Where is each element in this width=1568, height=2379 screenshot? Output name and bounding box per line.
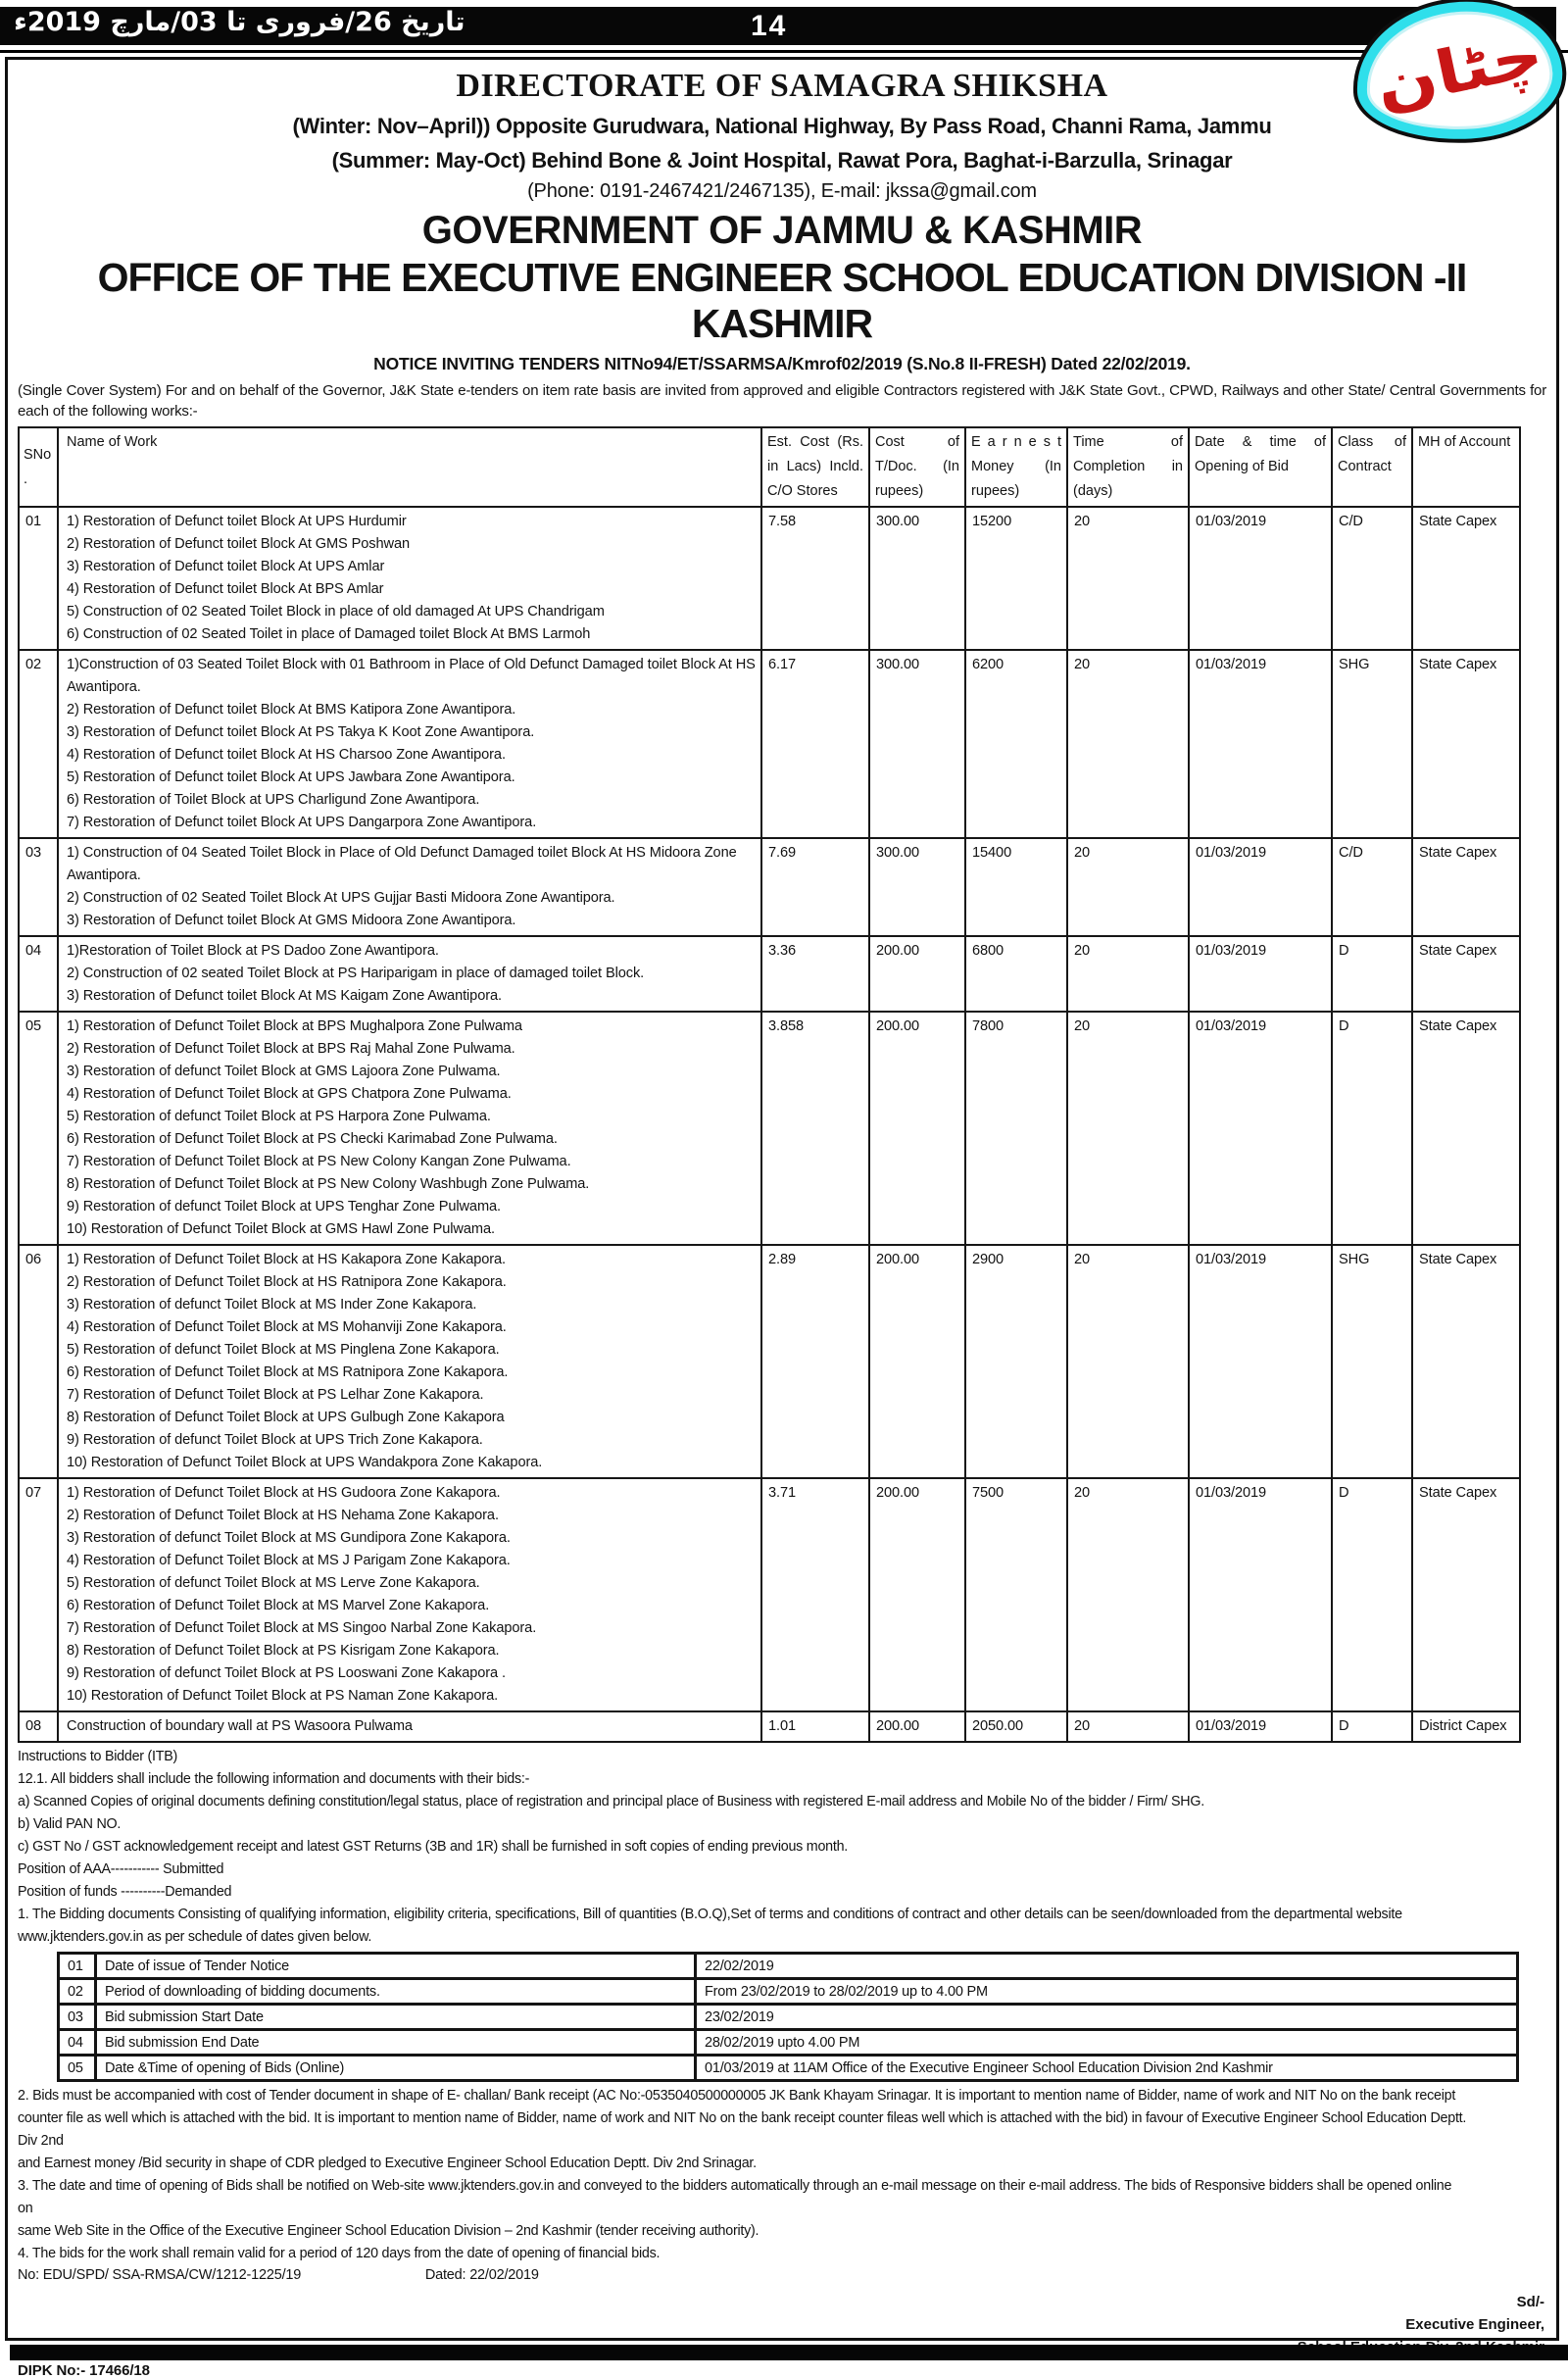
work-item-line: 6) Construction of 02 Seated Toilet in place of Damaged toilet Block At BMS Larmoh <box>67 626 591 642</box>
masthead-date-text: تاریخ 26/فروری تا 03/مارچ 2019ء <box>14 7 466 37</box>
works-row-sno: 07 <box>19 1478 58 1711</box>
works-row-earnest-money: 15200 <box>965 507 1067 650</box>
work-item-line: 8) Restoration of Defunct Toilet Block at PS Kisrigam Zone Kakapora. <box>67 1643 500 1659</box>
address-summer: (Summer: May-Oct) Behind Bone & Joint Hospital, Rawat Pora, Baghat-i-Barzulla, Srinagar <box>331 148 1233 173</box>
itb-line: a) Scanned Copies of original documents defining constitution/legal status, place of registration and principal place of Business with registered E-mail address and Mobile No of the bidder / Firm/ SHG. <box>18 1794 1204 1809</box>
works-row-completion-days: 20 <box>1067 1012 1189 1245</box>
work-item-line: 1) Construction of 04 Seated Toilet Block in Place of Old Defunct Damaged toilet Block At HS Midoora Zone Awantipora. <box>67 845 737 883</box>
works-row-mh-account: State Capex <box>1412 507 1520 650</box>
works-row <box>19 1012 1520 1245</box>
col-header-date-of-opening: Date & time of Opening of Bid <box>1189 427 1332 507</box>
work-item-line: 1)Construction of 03 Seated Toilet Block with 01 Bathroom in Place of Old Defunct Damaged toilet Block At HS Awantipora. <box>67 657 756 695</box>
works-header-row <box>19 427 1520 507</box>
works-row-opening-date: 01/03/2019 <box>1189 936 1332 1012</box>
work-item-line: 2) Restoration of Defunct toilet Block At GMS Poshwan <box>67 536 410 552</box>
works-row-sno: 02 <box>19 650 58 838</box>
works-row <box>19 838 1520 936</box>
note-line: 4. The bids for the work shall remain valid for a period of 120 days from the date of opening of financial bids. <box>18 2246 661 2261</box>
col-header-cost-of-tdoc: Cost of T/Doc. (In rupees) <box>869 427 965 507</box>
works-row-contract-class: D <box>1332 936 1412 1012</box>
works-row-opening-date: 01/03/2019 <box>1189 1478 1332 1711</box>
col-header-est-cost: Est. Cost (Rs. in Lacs) Incld. C/O Stores <box>761 427 869 507</box>
schedule-row-label: Period of downloading of bidding documents. <box>96 1979 696 2005</box>
schedule-tbody <box>59 1954 1518 2081</box>
works-row-opening-date: 01/03/2019 <box>1189 1711 1332 1742</box>
works-row-est-cost: 1.01 <box>761 1711 869 1742</box>
office-title: OFFICE OF THE EXECUTIVE ENGINEER SCHOOL EDUCATION DIVISION -II KASHMIR <box>97 255 1467 346</box>
work-item-line: 5) Construction of 02 Seated Toilet Block in place of old damaged At UPS Chandrigam <box>67 604 605 620</box>
work-item-line: 1) Restoration of Defunct Toilet Block at BPS Mughalpora Zone Pulwama <box>67 1018 522 1034</box>
work-item-line: 4) Restoration of Defunct Toilet Block at GPS Chatpora Zone Pulwama. <box>67 1086 512 1102</box>
schedule-row-label: Bid submission End Date <box>96 2030 696 2056</box>
work-item-line: 10) Restoration of Defunct Toilet Block at GMS Hawl Zone Pulwama. <box>67 1221 495 1237</box>
schedule-row-no: 05 <box>59 2056 96 2081</box>
schedule-row-value: 01/03/2019 at 11AM Office of the Executive Engineer School Education Division 2nd Kashmir <box>696 2056 1518 2081</box>
itb-line: Position of AAA----------- Submitted <box>18 1861 224 1877</box>
schedule-intro-line2: www.jktenders.gov.in as per schedule of dates given below. <box>18 1929 372 1945</box>
newspaper-logo <box>1352 0 1566 151</box>
col-header-time-of-completion: Time of Completion in (days) <box>1067 427 1189 507</box>
work-item-line: 3) Restoration of Defunct toilet Block At GMS Midoora Zone Awantipora. <box>67 913 516 928</box>
works-row-tender-doc-cost: 200.00 <box>869 936 965 1012</box>
schedule-row <box>59 2056 1518 2081</box>
works-row-name <box>58 507 761 650</box>
intro-paragraph: (Single Cover System) For and on behalf of the Governor, J&K State e-tenders on item rate basis are invited from approved and eligible Contractors registered with J&K State Govt., CPWD, Railways and other State/ Central Governments for each of the following works:- <box>18 382 1546 420</box>
work-item-line: 5) Restoration of Defunct toilet Block At UPS Jawbara Zone Awantipora. <box>67 769 515 785</box>
work-item-line: 8) Restoration of Defunct Toilet Block at UPS Gulbugh Zone Kakapora <box>67 1410 505 1425</box>
works-row-contract-class: D <box>1332 1711 1412 1742</box>
work-item-line: 4) Restoration of Defunct toilet Block At BPS Amlar <box>67 581 384 597</box>
works-row-sno: 04 <box>19 936 58 1012</box>
note-line: same Web Site in the Office of the Executive Engineer School Education Division – 2nd Kashmir (tender receiving authority). <box>18 2223 760 2239</box>
works-row-sno: 03 <box>19 838 58 936</box>
schedule-row-value: 22/02/2019 <box>696 1954 1518 1979</box>
work-item-line: 4) Restoration of Defunct Toilet Block at MS Mohanviji Zone Kakapora. <box>67 1319 507 1335</box>
work-item-line: 4) Restoration of Defunct Toilet Block at MS J Parigam Zone Kakapora. <box>67 1553 511 1568</box>
works-row <box>19 936 1520 1012</box>
works-row-sno: 01 <box>19 507 58 650</box>
schedule-row-no: 01 <box>59 1954 96 1979</box>
works-row-sno: 06 <box>19 1245 58 1478</box>
schedule-row <box>59 1979 1518 2005</box>
work-item-line: 7) Restoration of Defunct Toilet Block at PS Lelhar Zone Kakapora. <box>67 1387 484 1403</box>
work-item-line: 6) Restoration of Defunct Toilet Block at MS Marvel Zone Kakapora. <box>67 1598 490 1613</box>
col-header-class-of-contract: Class of Contract <box>1332 427 1412 507</box>
contact-line: (Phone: 0191-2467421/2467135), E-mail: jkssa@gmail.com <box>527 180 1037 202</box>
notes-section <box>18 2085 1546 2265</box>
col-header-earnest-money: E a r n e s t Money (In rupees) <box>965 427 1067 507</box>
work-item-line: 8) Restoration of Defunct Toilet Block at PS New Colony Washbugh Zone Pulwama. <box>67 1176 590 1192</box>
works-row-completion-days: 20 <box>1067 1478 1189 1711</box>
works-row-completion-days: 20 <box>1067 507 1189 650</box>
works-row-earnest-money: 2050.00 <box>965 1711 1067 1742</box>
work-item-line: 7) Restoration of Defunct toilet Block At UPS Dangarpora Zone Awantipora. <box>67 815 537 830</box>
work-item-line: 1) Restoration of Defunct toilet Block At UPS Hurdumir <box>67 514 407 529</box>
note-line: and Earnest money /Bid security in shape of CDR pledged to Executive Engineer School Education Deptt. Div 2nd Srinagar. <box>18 2156 757 2171</box>
schedule-row-value: From 23/02/2019 to 28/02/2019 up to 4.00 PM <box>696 1979 1518 2005</box>
work-item-line: 2) Construction of 02 Seated Toilet Block At UPS Gujjar Basti Midoora Zone Awantipora. <box>67 890 615 906</box>
works-row-name <box>58 1245 761 1478</box>
itb-title: Instructions to Bidder (ITB) <box>18 1749 178 1764</box>
works-row-est-cost: 3.36 <box>761 936 869 1012</box>
itb-line: 12.1. All bidders shall include the following information and documents with their bids:- <box>18 1771 530 1787</box>
work-item-line: 2) Restoration of Defunct toilet Block At BMS Katipora Zone Awantipora. <box>67 702 516 718</box>
work-item-line: 6) Restoration of Toilet Block at UPS Charligund Zone Awantipora. <box>67 792 480 808</box>
works-row <box>19 1245 1520 1478</box>
nit-reference-line: NOTICE INVITING TENDERS NITNo94/ET/SSARMSA/Kmrof02/2019 (S.No.8 II-FRESH) Dated 22/02/2019. <box>373 354 1191 373</box>
work-item-line: 9) Restoration of defunct Toilet Block at UPS Trich Zone Kakapora. <box>67 1432 483 1448</box>
works-row-tender-doc-cost: 300.00 <box>869 650 965 838</box>
works-row-contract-class: SHG <box>1332 1245 1412 1478</box>
works-row-completion-days: 20 <box>1067 650 1189 838</box>
work-item-line: 10) Restoration of Defunct Toilet Block at UPS Wandakpora Zone Kakapora. <box>67 1455 543 1470</box>
works-row-tender-doc-cost: 200.00 <box>869 1245 965 1478</box>
work-item-line: 5) Restoration of defunct Toilet Block at MS Pinglena Zone Kakapora. <box>67 1342 500 1358</box>
works-row-mh-account: State Capex <box>1412 936 1520 1012</box>
works-row-earnest-money: 15400 <box>965 838 1067 936</box>
work-item-line: 9) Restoration of defunct Toilet Block at PS Looswani Zone Kakapora . <box>67 1665 506 1681</box>
address-winter: (Winter: Nov–April)) Opposite Gurudwara, National Highway, By Pass Road, Channi Rama, Jammu <box>292 114 1272 138</box>
works-row <box>19 1711 1520 1742</box>
works-row-name <box>58 1478 761 1711</box>
work-item-line: 3) Restoration of Defunct toilet Block At PS Takya K Koot Zone Awantipora. <box>67 724 535 740</box>
works-row-opening-date: 01/03/2019 <box>1189 838 1332 936</box>
works-row-earnest-money: 6800 <box>965 936 1067 1012</box>
works-row-name <box>58 936 761 1012</box>
work-item-line: 9) Restoration of defunct Toilet Block at UPS Tenghar Zone Pulwama. <box>67 1199 501 1214</box>
works-row-est-cost: 7.69 <box>761 838 869 936</box>
signature-sd: Sd/- <box>1516 2294 1544 2310</box>
works-row-mh-account: State Capex <box>1412 838 1520 936</box>
tender-notice-frame <box>5 57 1559 2379</box>
top-divider-rule <box>0 50 1568 53</box>
col-header-name-of-work: Name of Work <box>58 427 761 507</box>
directorate-title: DIRECTORATE OF SAMAGRA SHIKSHA <box>456 68 1108 104</box>
work-item-line: 3) Restoration of defunct Toilet Block at MS Inder Zone Kakapora. <box>67 1297 477 1313</box>
schedule-row <box>59 2005 1518 2030</box>
works-table <box>18 426 1521 1743</box>
work-item-line: 5) Restoration of defunct Toilet Block at MS Lerve Zone Kakapora. <box>67 1575 480 1591</box>
note-line: 3. The date and time of opening of Bids shall be notified on Web-site www.jktenders.gov.in and conveyed to the bidders automatically through an e-mail message on their e-mail address. The bids of Responsive bidders shall be opened online <box>18 2178 1452 2194</box>
works-row-completion-days: 20 <box>1067 1245 1189 1478</box>
works-row-mh-account: State Capex <box>1412 1478 1520 1711</box>
government-title: GOVERNMENT OF JAMMU & KASHMIR <box>421 209 1143 252</box>
itb-lines <box>18 1768 1546 1904</box>
works-row <box>19 507 1520 650</box>
itb-section <box>18 1746 1546 1904</box>
works-row <box>19 1478 1520 1711</box>
works-tbody <box>19 507 1520 1742</box>
works-row-tender-doc-cost: 300.00 <box>869 838 965 936</box>
work-item-line: 2) Restoration of Defunct Toilet Block at BPS Raj Mahal Zone Pulwama. <box>67 1041 515 1057</box>
itb-line: c) GST No / GST acknowledgement receipt and latest GST Returns (3B and 1R) shall be furnished in soft copies of ending previous month. <box>18 1839 849 1855</box>
schedule-row-no: 03 <box>59 2005 96 2030</box>
works-row-est-cost: 2.89 <box>761 1245 869 1478</box>
reference-line <box>18 2267 1546 2283</box>
note-line: on <box>18 2201 33 2216</box>
works-row-name <box>58 1012 761 1245</box>
works-row-sno: 08 <box>19 1711 58 1742</box>
works-row-est-cost: 6.17 <box>761 650 869 838</box>
works-row-mh-account: District Capex <box>1412 1711 1520 1742</box>
works-row-mh-account: State Capex <box>1412 650 1520 838</box>
newspaper-logo-blob <box>1352 0 1565 144</box>
schedule-row-value: 23/02/2019 <box>696 2005 1518 2030</box>
note-line: counter file as well which is attached with the bid. It is important to mention name of Bidder, name of work and NIT No on the bank receipt counter fileas well which is attached with the bid) in favour of Executive Engineer School Education Deptt. <box>18 2110 1467 2126</box>
works-row-est-cost: 3.858 <box>761 1012 869 1245</box>
works-row-contract-class: D <box>1332 1012 1412 1245</box>
masthead-strip <box>0 7 1556 45</box>
itb-line: Position of funds ----------Demanded <box>18 1884 232 1900</box>
work-item-line: 1) Restoration of Defunct Toilet Block at HS Kakapora Zone Kakapora. <box>67 1252 507 1267</box>
schedule-row-label: Date of issue of Tender Notice <box>96 1954 696 1979</box>
schedule-row-no: 02 <box>59 1979 96 2005</box>
works-row-est-cost: 3.71 <box>761 1478 869 1711</box>
works-row-name <box>58 650 761 838</box>
schedule-row <box>59 1954 1518 1979</box>
works-row-tender-doc-cost: 200.00 <box>869 1711 965 1742</box>
works-row-mh-account: State Capex <box>1412 1012 1520 1245</box>
works-row-tender-doc-cost: 200.00 <box>869 1012 965 1245</box>
works-row-tender-doc-cost: 300.00 <box>869 507 965 650</box>
work-item-line: 6) Restoration of Defunct Toilet Block at MS Ratnipora Zone Kakapora. <box>67 1364 509 1380</box>
dipk-number: DIPK No:- 17466/18 <box>18 2362 150 2379</box>
work-item-line: 6) Restoration of Defunct Toilet Block at PS Checki Karimabad Zone Pulwama. <box>67 1131 558 1147</box>
work-item-line: 7) Restoration of Defunct Toilet Block at MS Singoo Narbal Zone Kakapora. <box>67 1620 537 1636</box>
work-item-line: 10) Restoration of Defunct Toilet Block at PS Naman Zone Kakapora. <box>67 1688 499 1704</box>
work-item-line: 1) Restoration of Defunct Toilet Block at HS Gudoora Zone Kakapora. <box>67 1485 501 1501</box>
works-row-sno: 05 <box>19 1012 58 1245</box>
works-row-earnest-money: 6200 <box>965 650 1067 838</box>
works-row-completion-days: 20 <box>1067 936 1189 1012</box>
schedule-table <box>57 1952 1519 2082</box>
works-row-opening-date: 01/03/2019 <box>1189 507 1332 650</box>
work-item-line: 4) Restoration of Defunct toilet Block At HS Charsoo Zone Awantipora. <box>67 747 506 763</box>
work-item-line: 3) Restoration of defunct Toilet Block at MS Gundipora Zone Kakapora. <box>67 1530 511 1546</box>
works-row-earnest-money: 7800 <box>965 1012 1067 1245</box>
works-row-contract-class: C/D <box>1332 507 1412 650</box>
works-row-name <box>58 1711 761 1742</box>
works-row-opening-date: 01/03/2019 <box>1189 1245 1332 1478</box>
work-item-line: Construction of boundary wall at PS Wasoora Pulwama <box>67 1718 413 1734</box>
works-row-completion-days: 20 <box>1067 1711 1189 1742</box>
schedule-row-value: 28/02/2019 upto 4.00 PM <box>696 2030 1518 2056</box>
work-item-line: 2) Construction of 02 seated Toilet Block at PS Hariparigam in place of damaged toilet Block. <box>67 966 645 981</box>
works-row-opening-date: 01/03/2019 <box>1189 1012 1332 1245</box>
works-row-completion-days: 20 <box>1067 838 1189 936</box>
col-header-mh-of-account: MH of Account <box>1412 427 1520 507</box>
works-row-opening-date: 01/03/2019 <box>1189 650 1332 838</box>
itb-line: b) Valid PAN NO. <box>18 1816 122 1832</box>
works-row-earnest-money: 7500 <box>965 1478 1067 1711</box>
works-row-contract-class: SHG <box>1332 650 1412 838</box>
works-row-contract-class: C/D <box>1332 838 1412 936</box>
works-row-contract-class: D <box>1332 1478 1412 1711</box>
work-item-line: 3) Restoration of Defunct toilet Block At MS Kaigam Zone Awantipora. <box>67 988 502 1004</box>
work-item-line: 3) Restoration of Defunct toilet Block At UPS Amlar <box>67 559 385 574</box>
works-row-earnest-money: 2900 <box>965 1245 1067 1478</box>
work-item-line: 1)Restoration of Toilet Block at PS Dadoo Zone Awantipora. <box>67 943 439 959</box>
works-row-est-cost: 7.58 <box>761 507 869 650</box>
reference-dated: Dated: 22/02/2019 <box>424 2267 539 2283</box>
col-header-sno: SNo. <box>19 427 58 507</box>
work-item-line: 5) Restoration of defunct Toilet Block at PS Harpora Zone Pulwama. <box>67 1109 491 1124</box>
schedule-row-label: Date &Time of opening of Bids (Online) <box>96 2056 696 2081</box>
work-item-line: 7) Restoration of Defunct Toilet Block at PS New Colony Kangan Zone Pulwama. <box>67 1154 571 1169</box>
works-row-tender-doc-cost: 200.00 <box>869 1478 965 1711</box>
note-line: Div 2nd <box>18 2133 64 2149</box>
work-item-line: 3) Restoration of defunct Toilet Block at GMS Lajoora Zone Pulwama. <box>67 1064 501 1079</box>
page-number: 14 <box>751 10 788 42</box>
works-row-name <box>58 838 761 936</box>
schedule-row-label: Bid submission Start Date <box>96 2005 696 2030</box>
note-line: 2. Bids must be accompanied with cost of Tender document in shape of E- challan/ Bank receipt (AC No:-0535040500000005 JK Bank Khayam Srinagar. It is important to mention name of Bidder, name of work and NIT No on the bank receipt <box>18 2088 1456 2104</box>
signature-designation: Executive Engineer, <box>1405 2316 1544 2333</box>
schedule-row-no: 04 <box>59 2030 96 2056</box>
newspaper-logo-text: چٹان <box>1368 17 1549 124</box>
works-row <box>19 650 1520 838</box>
work-item-line: 2) Restoration of Defunct Toilet Block at HS Ratnipora Zone Kakapora. <box>67 1274 507 1290</box>
works-row-mh-account: State Capex <box>1412 1245 1520 1478</box>
schedule-row <box>59 2030 1518 2056</box>
work-item-line: 2) Restoration of Defunct Toilet Block at HS Nehama Zone Kakapora. <box>67 1508 499 1523</box>
reference-number: No: EDU/SPD/ SSA-RMSA/CW/1212-1225/19 <box>18 2267 302 2283</box>
bottom-black-bar <box>10 2345 1568 2360</box>
schedule-intro-line1: 1. The Bidding documents Consisting of qualifying information, eligibility criteria, specifications, Bill of quantities (B.O.Q),Set of terms and conditions of contract and other details can be seen/downloaded from the departmental website <box>18 1907 1402 1922</box>
